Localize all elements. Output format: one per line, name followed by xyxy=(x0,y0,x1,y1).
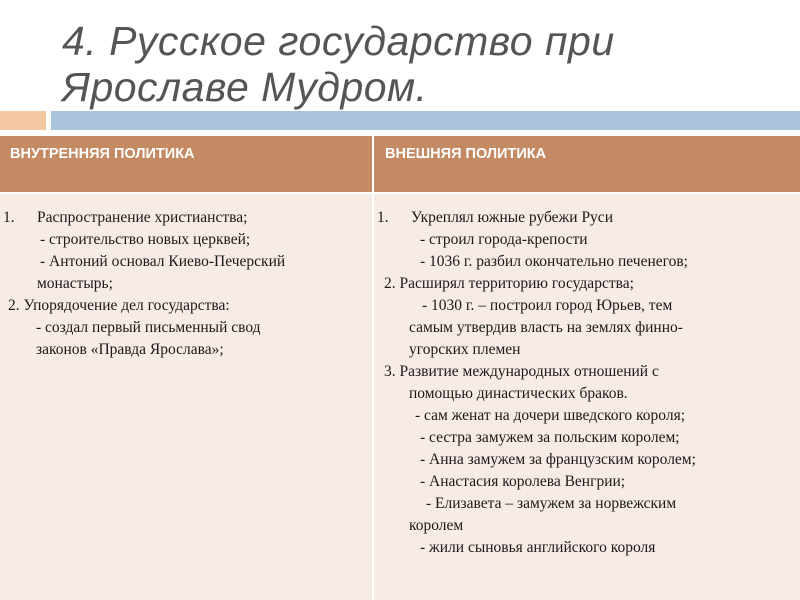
header-external-policy: ВНЕШНЯЯ ПОЛИТИКА xyxy=(374,136,800,192)
list-item: - 1036 г. разбил окончательно печенегов; xyxy=(420,253,688,270)
list-item: помощью династических браков. xyxy=(409,385,628,402)
list-item: Распространение христианства; xyxy=(37,209,248,226)
list-item: монастырь; xyxy=(37,275,113,292)
list-item: 2. Упорядочение дел государства: xyxy=(8,297,230,314)
decorative-bar-left xyxy=(0,111,46,130)
list-item: - строительство новых церквей; xyxy=(40,231,251,248)
page-title xyxy=(62,18,762,110)
list-item: Укреплял южные рубежи Руси xyxy=(411,209,613,226)
internal-policy-cell xyxy=(0,194,372,600)
list-item: - строил города-крепости xyxy=(420,231,588,248)
list-item: 1. xyxy=(377,209,389,226)
title-line-2: Ярославе Мудром. xyxy=(62,64,428,110)
list-item: - Антоний основал Киево-Печерский xyxy=(40,253,286,270)
list-item: - Елизавета – замужем за норвежским xyxy=(426,495,677,512)
list-item: угорских племен xyxy=(409,341,521,358)
list-item: самым утвердив власть на землях финно- xyxy=(409,319,683,336)
list-item: 2. Расширял территорию государства; xyxy=(384,275,634,292)
list-item: - Анастасия королева Венгрии; xyxy=(420,473,626,490)
title-line-1: 4. Русское государство при xyxy=(62,18,615,64)
list-item: королем xyxy=(409,517,464,534)
list-item: - Анна замужем за французским королем; xyxy=(420,451,696,468)
decorative-bar-right xyxy=(51,111,800,130)
list-item: - жили сыновья английского короля xyxy=(420,539,656,556)
list-item: - создал первый письменный свод xyxy=(36,319,261,336)
list-item: 3. Развитие международных отношений с xyxy=(384,363,659,380)
header-internal-policy: ВНУТРЕННЯЯ ПОЛИТИКА xyxy=(0,136,372,192)
list-item: 1. xyxy=(3,209,15,226)
list-item: законов «Правда Ярослава»; xyxy=(36,341,224,358)
list-item: - сам женат на дочери шведского короля; xyxy=(415,407,686,424)
policy-table xyxy=(0,136,800,600)
list-item: - сестра замужем за польским королем; xyxy=(420,429,680,446)
list-item: - 1030 г. – построил город Юрьев, тем xyxy=(422,297,673,314)
external-policy-cell xyxy=(374,194,800,600)
